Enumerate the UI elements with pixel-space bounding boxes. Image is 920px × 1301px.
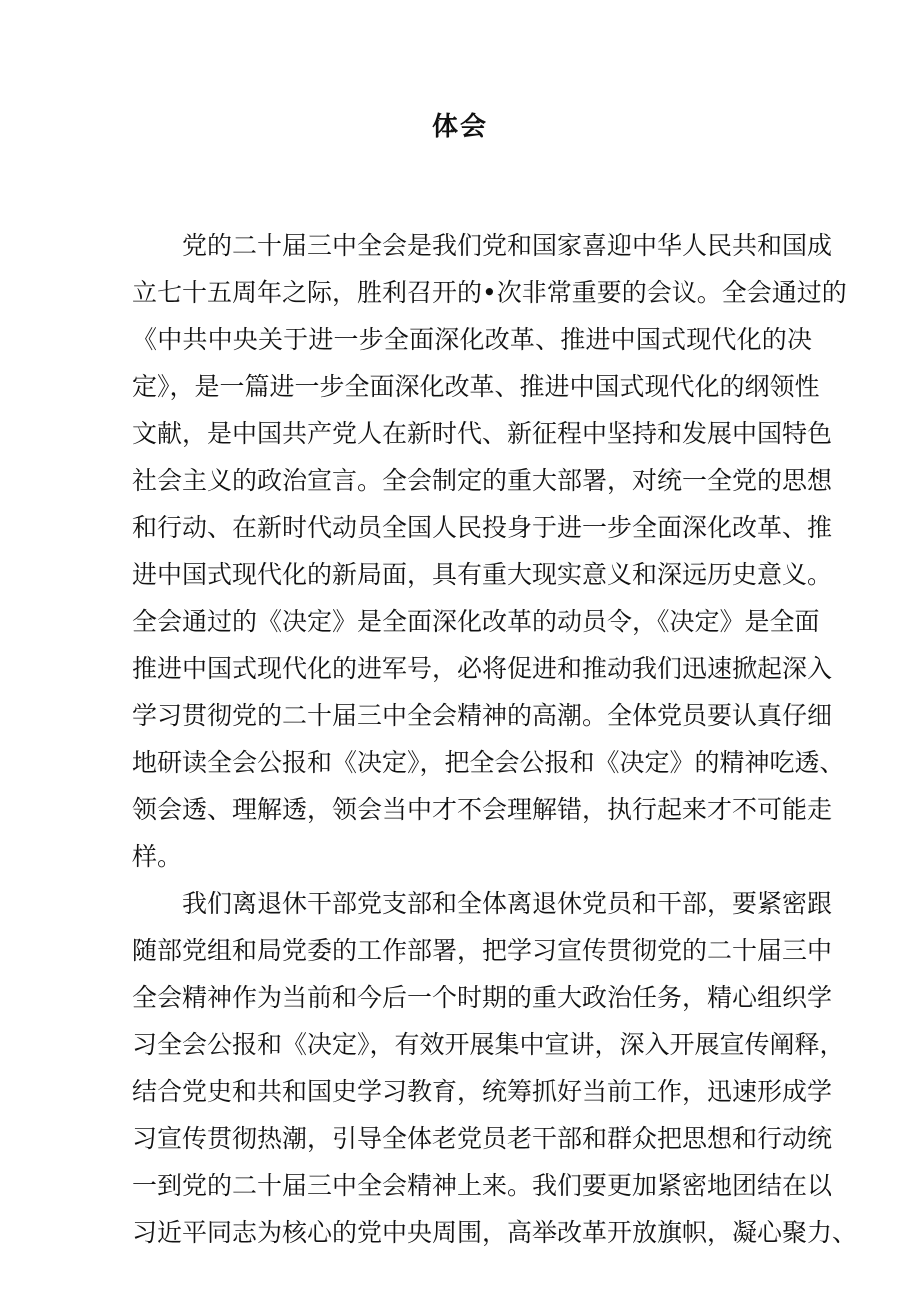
text-line: 党的二十届三中全会是我们党和国家喜迎中华人民共和国成	[182, 231, 833, 260]
text-line: 样。	[132, 842, 183, 871]
paragraph-1	[132, 222, 847, 880]
text-line: 全会通过的《决定》是全面深化改革的动员令，《决定》是全面	[132, 607, 820, 636]
text-line: 结合党史和共和国史学习教育，统筹抓好当前工作，迅速形成学	[132, 1077, 833, 1106]
text-line: 我们离退休干部党支部和全体离退休党员和干部，要紧密跟	[182, 889, 833, 918]
text-line: 习近平同志为核心的党中央周围，高举改革开放旗帜，凝心聚力、	[132, 1218, 858, 1247]
text-line: 文献，是中国共产党人在新时代、新征程中坚持和发展中国特色	[132, 419, 833, 448]
document-body	[132, 222, 858, 1256]
text-line: 社会主义的政治宣言。全会制定的重大部署，对统一全党的思想	[132, 466, 833, 495]
text-line: 定》，是一篇进一步全面深化改革、推进中国式现代化的纲领性	[132, 372, 820, 401]
text-line: 领会透、理解透，领会当中才不会理解错，执行起来才不可能走	[132, 795, 833, 824]
text-line: 全会精神作为当前和今后一个时期的重大政治任务，精心组织学	[132, 983, 833, 1012]
text-line: 和行动、在新时代动员全国人民投身于进一步全面深化改革、推	[132, 513, 833, 542]
text-line: 学习贯彻党的二十届三中全会精神的高潮。全体党员要认真仔细	[132, 701, 833, 730]
text-line: 地研读全会公报和《决定》，把全会公报和《决定》的精神吃透、	[132, 748, 845, 777]
text-line: 进中国式现代化的新局面，具有重大现实意义和深远历史意义。	[132, 560, 833, 589]
text-line: 习全会公报和《决定》，有效开展集中宣讲，深入开展宣传阐释，	[132, 1030, 845, 1059]
text-line: 一到党的二十届三中全会精神上来。我们要更加紧密地团结在以	[132, 1171, 833, 1200]
text-line: 《中共中央关于进一步全面深化改革、推进中国式现代化的决	[132, 325, 812, 354]
document-title: 体会	[431, 112, 488, 142]
text-line: 习宣传贯彻热潮，引导全体老党员老干部和群众把思想和行动统	[132, 1124, 833, 1153]
text-line: 立七十五周年之际，胜利召开的•次非常重要的会议。全会通过的	[132, 278, 847, 307]
text-line: 随部党组和局党委的工作部署，把学习宣传贯彻党的二十届三中	[132, 936, 833, 965]
paragraph-2	[132, 880, 858, 1256]
text-line: 推进中国式现代化的进军号，必将促进和推动我们迅速掀起深入	[132, 654, 833, 683]
